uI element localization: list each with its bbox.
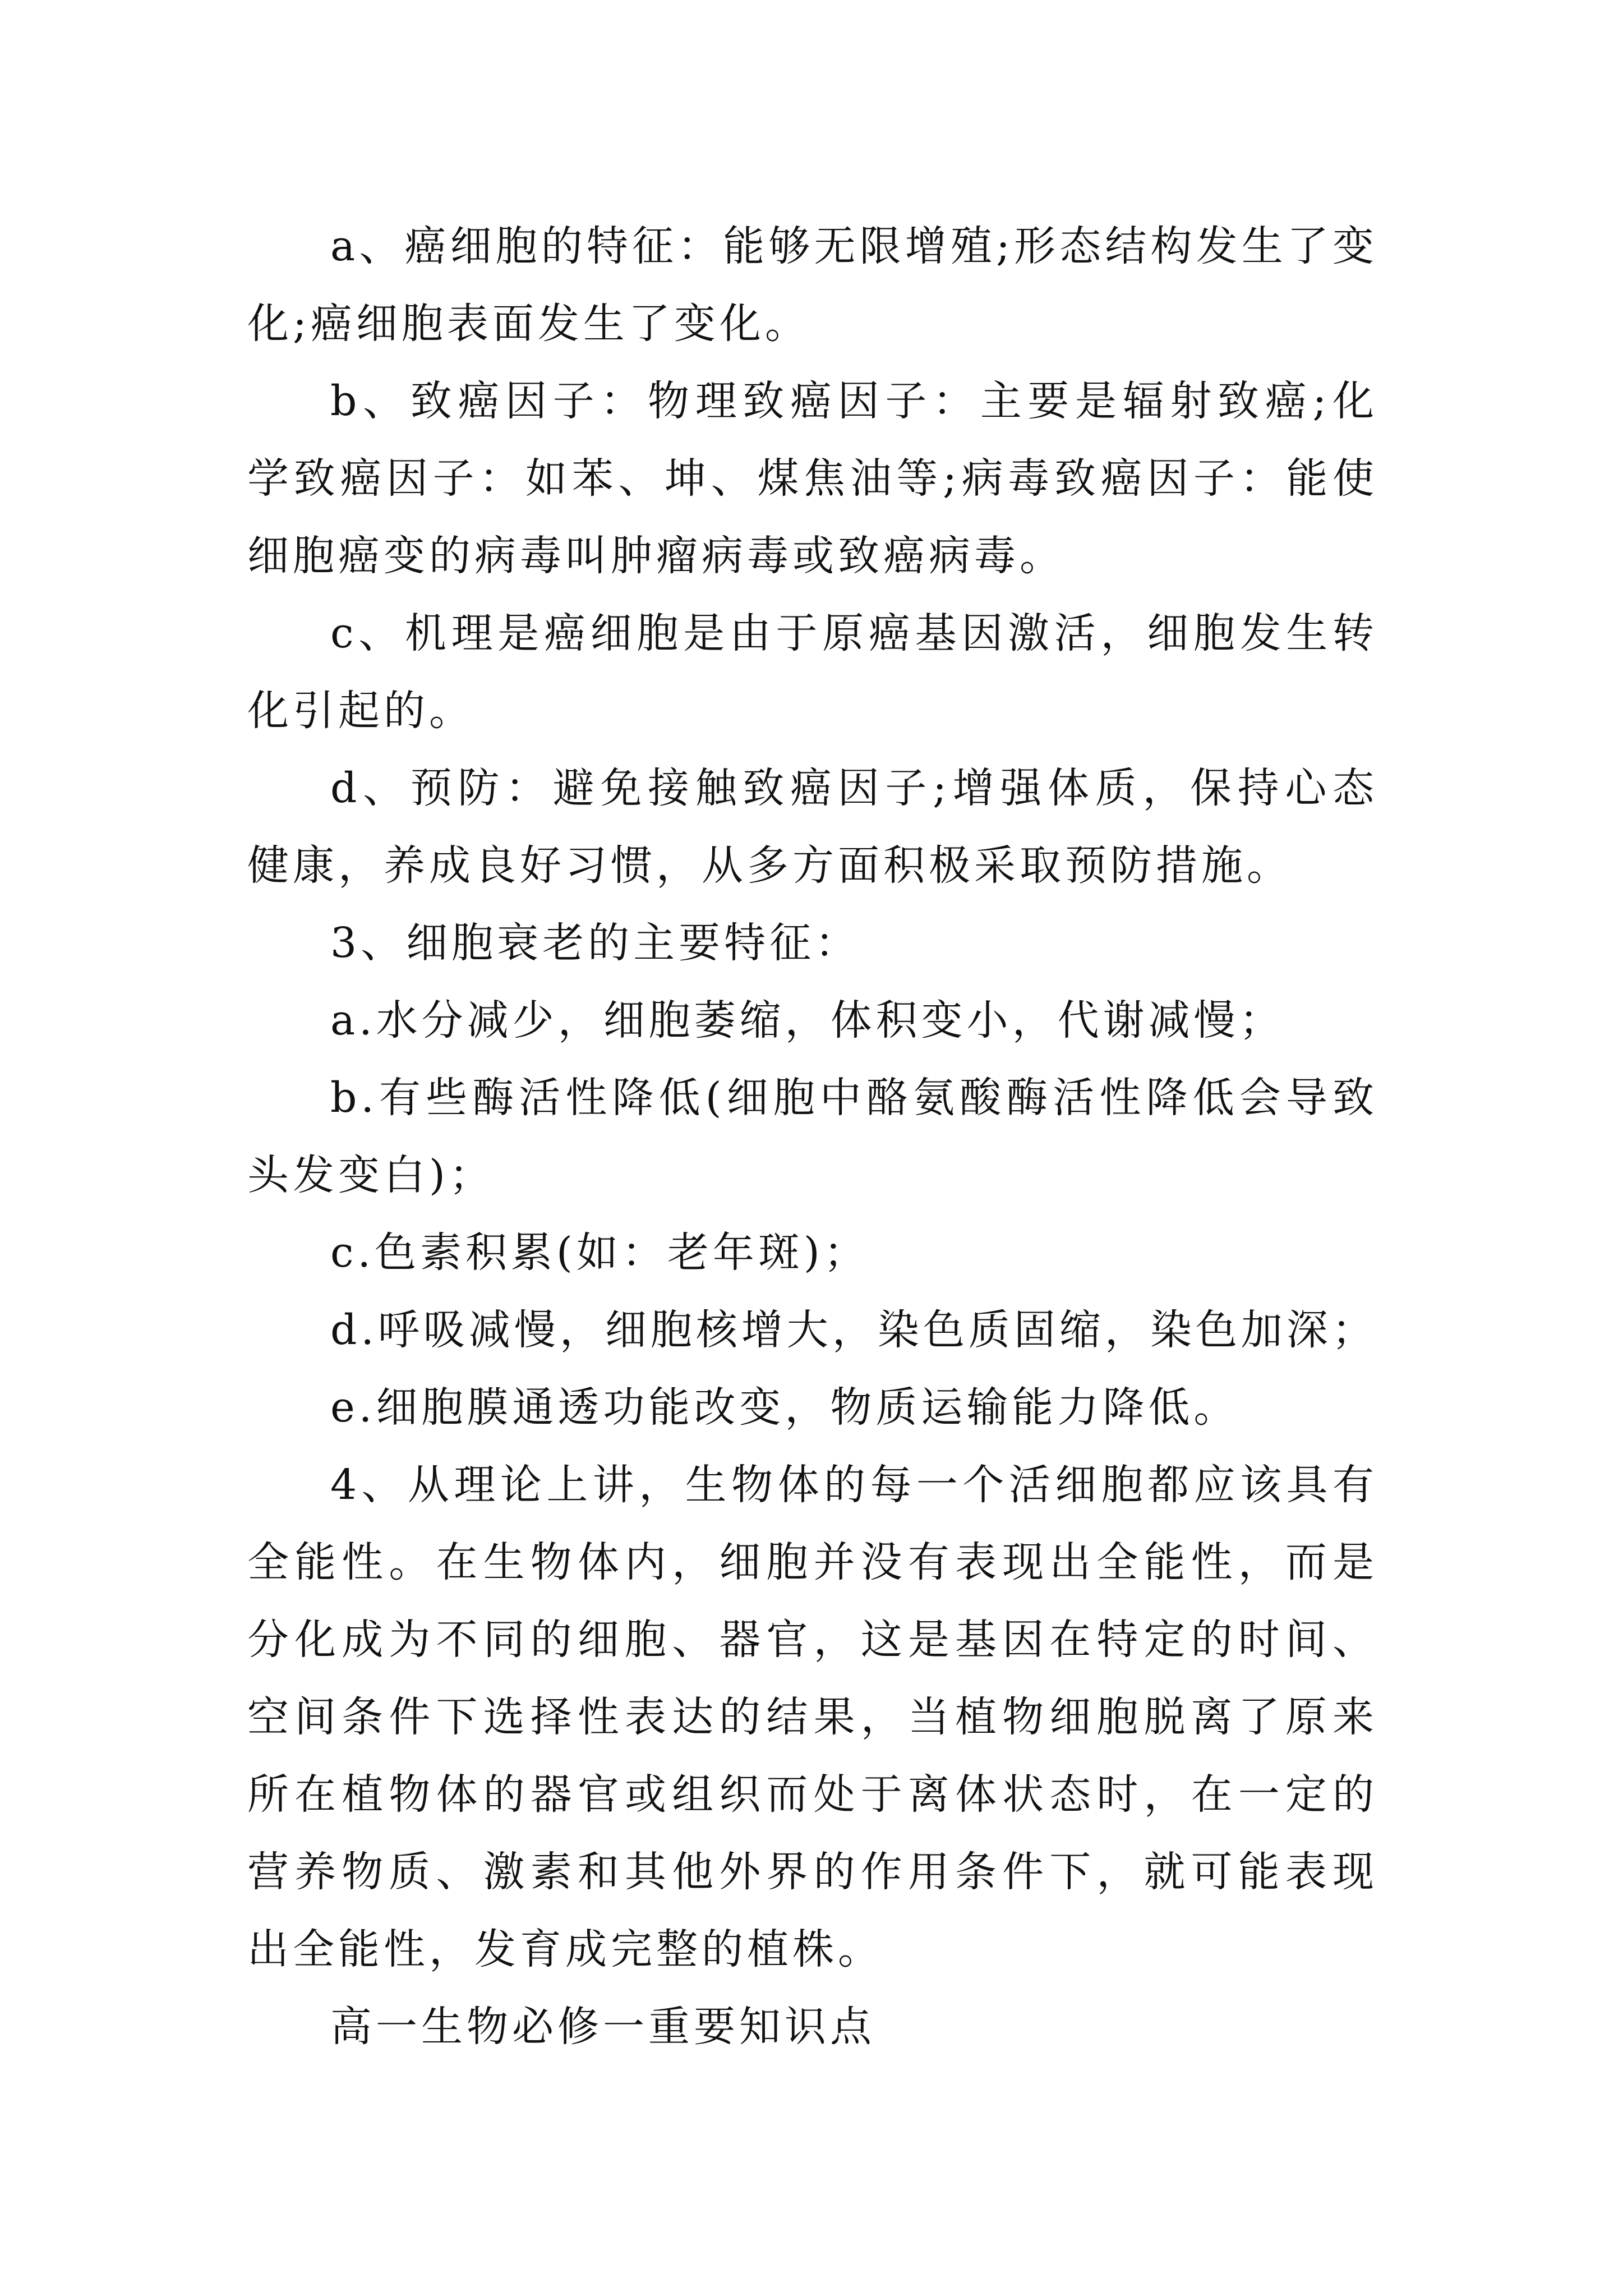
paragraph-aging-heading: 3、细胞衰老的主要特征： <box>330 919 861 967</box>
document-body <box>247 208 1378 2065</box>
paragraph-aging-a: a.水分减少，细胞萎缩，体积变小，代谢减慢； <box>330 996 1285 1045</box>
paragraph-aging-d: d.呼吸减慢，细胞核增大，染色质固缩，染色加深； <box>330 1306 1377 1354</box>
section-heading: 高一生物必修一重要知识点 <box>330 2003 875 2051</box>
paragraph-aging-e: e.细胞膜通透功能改变，物质运输能力降低。 <box>330 1383 1239 1432</box>
paragraph-mechanism: c、机理是癌细胞是由于原癌基因激活，细胞发生转化引起的。 <box>247 609 1378 735</box>
paragraph-carcinogenic-factors: b、致癌因子：物理致癌因子：主要是辐射致癌;化学致癌因子：如苯、坤、煤焦油等;病毒致癌因子：能使细胞癌变的病毒叫肿瘤病毒或致癌病毒。 <box>247 377 1378 580</box>
paragraph-aging-c: c.色素积累(如：老年斑)； <box>330 1228 869 1277</box>
paragraph-aging-b: b.有些酶活性降低(细胞中酪氨酸酶活性降低会导致头发变白)； <box>247 1074 1378 1199</box>
paragraph-prevention: d、预防：避免接触致癌因子;增强体质，保持心态健康，养成良好习惯，从多方面积极采取预防措施。 <box>247 764 1378 890</box>
paragraph-totipotency: 4、从理论上讲，生物体的每一个活细胞都应该具有全能性。在生物体内，细胞并没有表现出全能性，而是分化成为不同的细胞、器官，这是基因在特定的时间、空间条件下选择性表达的结果，当植物细胞脱离了原来所在植物体的器官或组织而处于离体状态时，在一定的营养物质、激素和其他外界的作用条件下，就可能表现出全能性，发育成完整的植株。 <box>247 1461 1378 1973</box>
paragraph-cancer-cell-features: a、癌细胞的特征：能够无限增殖;形态结构发生了变化;癌细胞表面发生了变化。 <box>247 222 1378 348</box>
